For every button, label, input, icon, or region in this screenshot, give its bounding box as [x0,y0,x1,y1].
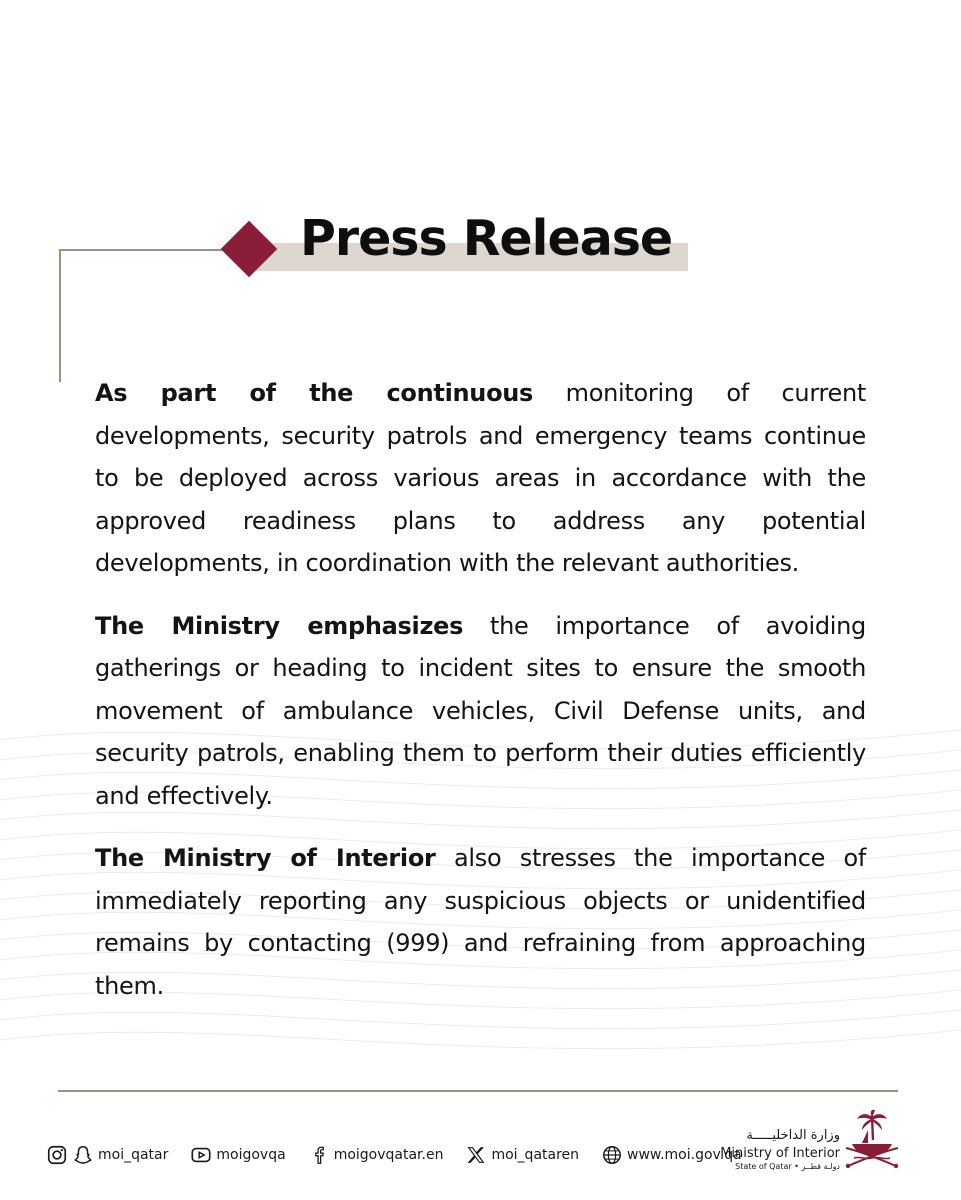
press-release-body [95,372,866,1027]
paragraph-lead: The Ministry of Interior [95,844,436,872]
page-title: Press Release [300,210,673,267]
paragraph-text: monitoring of current developments, security patrols and emergency teams continue to be deployed across various areas in accordance with the approved readiness plans to address any potential developments, in coordination with the relevant authorities. [95,379,866,577]
social-moigovqa[interactable] [190,1144,285,1166]
ministry-logo [720,1108,904,1180]
snapchat-icon [72,1144,94,1166]
social-handle: moi_qatar [98,1147,169,1163]
social-moigovqatar-en[interactable] [308,1144,444,1166]
frame-line-vertical [59,249,61,382]
instagram-icon [46,1144,68,1166]
social-handle: www.moi.gov.qa [627,1147,742,1163]
x-icon [465,1144,487,1166]
paragraph-text: the importance of avoiding gatherings or heading to incident sites to ensure the smooth movement of ambulance vehicles, Civil Defense units, and security patrols, enabling them to perform their duties efficiently and effectively. [95,611,866,810]
qatar-emblem-icon [842,1108,902,1174]
social-handle: moigovqa [216,1147,286,1163]
globe-icon [601,1144,623,1166]
paragraph-2 [95,605,866,818]
logo-arabic-text: وزارة الداخليـــــة [746,1128,840,1143]
footer-divider [58,1090,898,1092]
paragraph-text: also stresses the importance of immediately reporting any suspicious objects or unidentified remains by contacting (999) and refraining from approaching them. [95,844,867,1000]
social-moi-qatar[interactable] [46,1144,168,1166]
paragraph-3 [95,837,866,1007]
paragraph-lead: As part of the continuous [95,379,534,407]
social-handle: moigovqatar.en [333,1147,444,1163]
paragraph-1 [95,372,866,585]
facebook-icon [308,1144,330,1166]
social-links [46,1140,764,1170]
logo-english-text: Ministry of Interior [720,1146,840,1161]
youtube-icon [190,1144,212,1166]
social-moi-qataren[interactable] [465,1144,579,1166]
social-handle: moi_qataren [491,1147,580,1163]
logo-subtitle: State of Qatar • دولـة قطــر [735,1162,840,1171]
paragraph-lead: The Ministry emphasizes [95,611,464,640]
frame-line-horizontal [59,249,231,251]
